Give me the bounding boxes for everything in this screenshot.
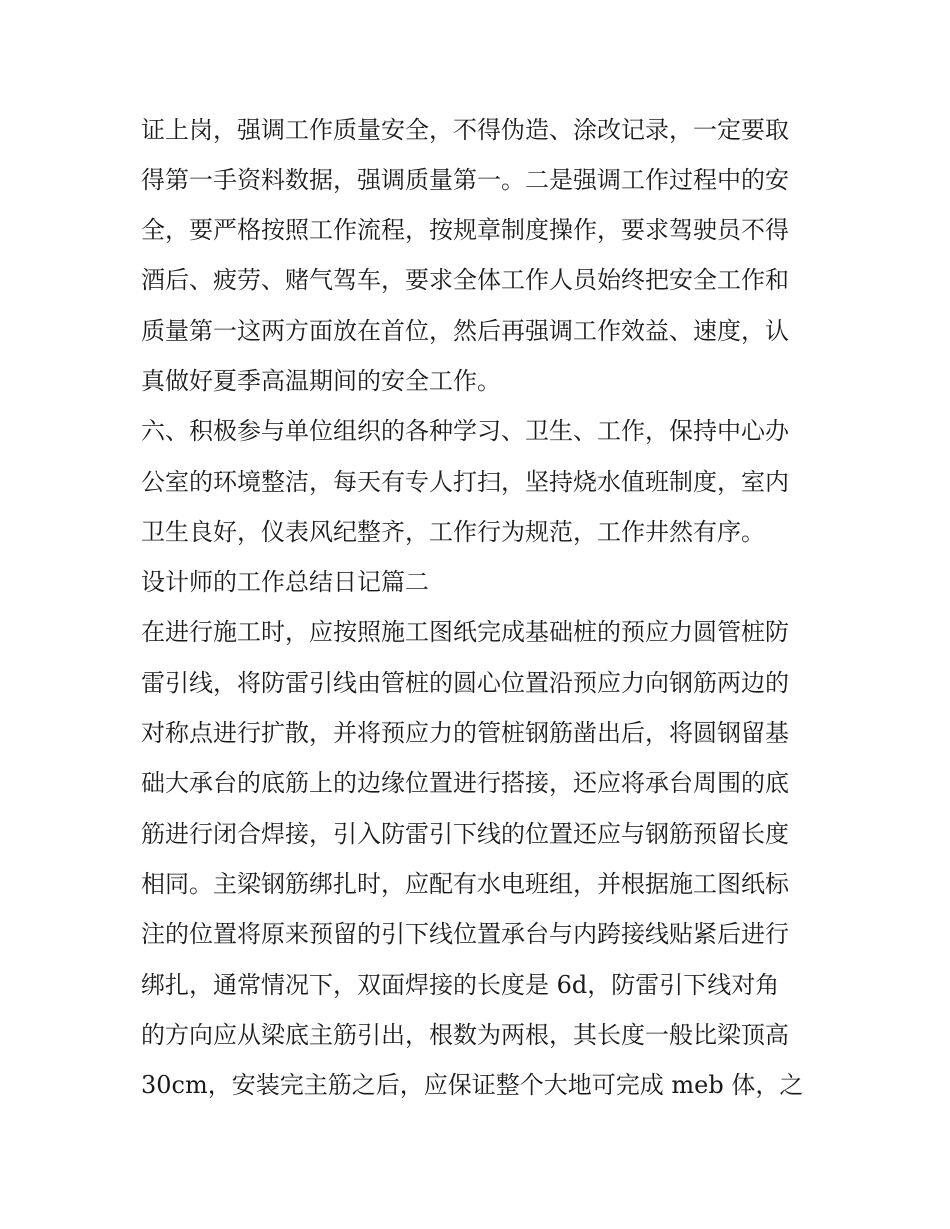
text-line-11: 在进行施工时，应按照施工图纸完成基础桩的预应力圆管桩防 [141,618,789,646]
text-line-6: 真做好夏季高温期间的安全工作。 [141,367,501,395]
text-line-14: 础大承台的底筋上的边缘位置进行搭接，还应将承台周围的底 [141,769,789,797]
text-line-17: 注的位置将原来预留的引下线位置承台与内跨接线贴紧后进行 [141,920,789,948]
text-line-2: 得第一手资料数据，强调质量第一。二是强调工作过程中的安 [141,166,789,194]
text-line-3: 全，要严格按照工作流程，按规章制度操作，要求驾驶员不得 [141,216,789,244]
text-line-4: 酒后、疲劳、赌气驾车，要求全体工作人员始终把安全工作和 [141,266,789,294]
text-line-5: 质量第一这两方面放在首位，然后再强调工作效益、速度，认 [141,317,789,345]
text-line-15: 筋进行闭合焊接，引入防雷引下线的位置还应与钢筋预留长度 [141,820,789,848]
text-line-9: 卫生良好，仪表风纪整齐，工作行为规范，工作井然有序。 [141,518,765,546]
section-heading: 设计师的工作总结日记篇二 [141,568,429,596]
text-line-8: 公室的环境整洁，每天有专人打扫，坚持烧水值班制度，室内 [141,468,789,496]
text-line-12: 雷引线，将防雷引线由管桩的圆心位置沿预应力向钢筋两边的 [141,669,789,697]
text-line-1: 证上岗，强调工作质量安全，不得伪造、涂改记录，一定要取 [141,116,789,144]
text-line-7: 六、积极参与单位组织的各种学习、卫生、工作，保持中心办 [141,417,789,445]
text-line-20: 30cm，安装完主筋之后，应保证整个大地可完成 meb 体，之 [141,1071,804,1099]
text-line-16: 相同。主梁钢筋绑扎时，应配有水电班组，并根据施工图纸标 [141,870,789,898]
text-line-19: 的方向应从梁底主筋引出，根数为两根，其长度一般比梁顶高 [141,1021,789,1049]
text-line-13: 对称点进行扩散，并将预应力的管桩钢筋凿出后，将圆钢留基 [141,719,789,747]
text-line-18: 绑扎，通常情况下，双面焊接的长度是 6d，防雷引下线对角 [141,971,780,999]
